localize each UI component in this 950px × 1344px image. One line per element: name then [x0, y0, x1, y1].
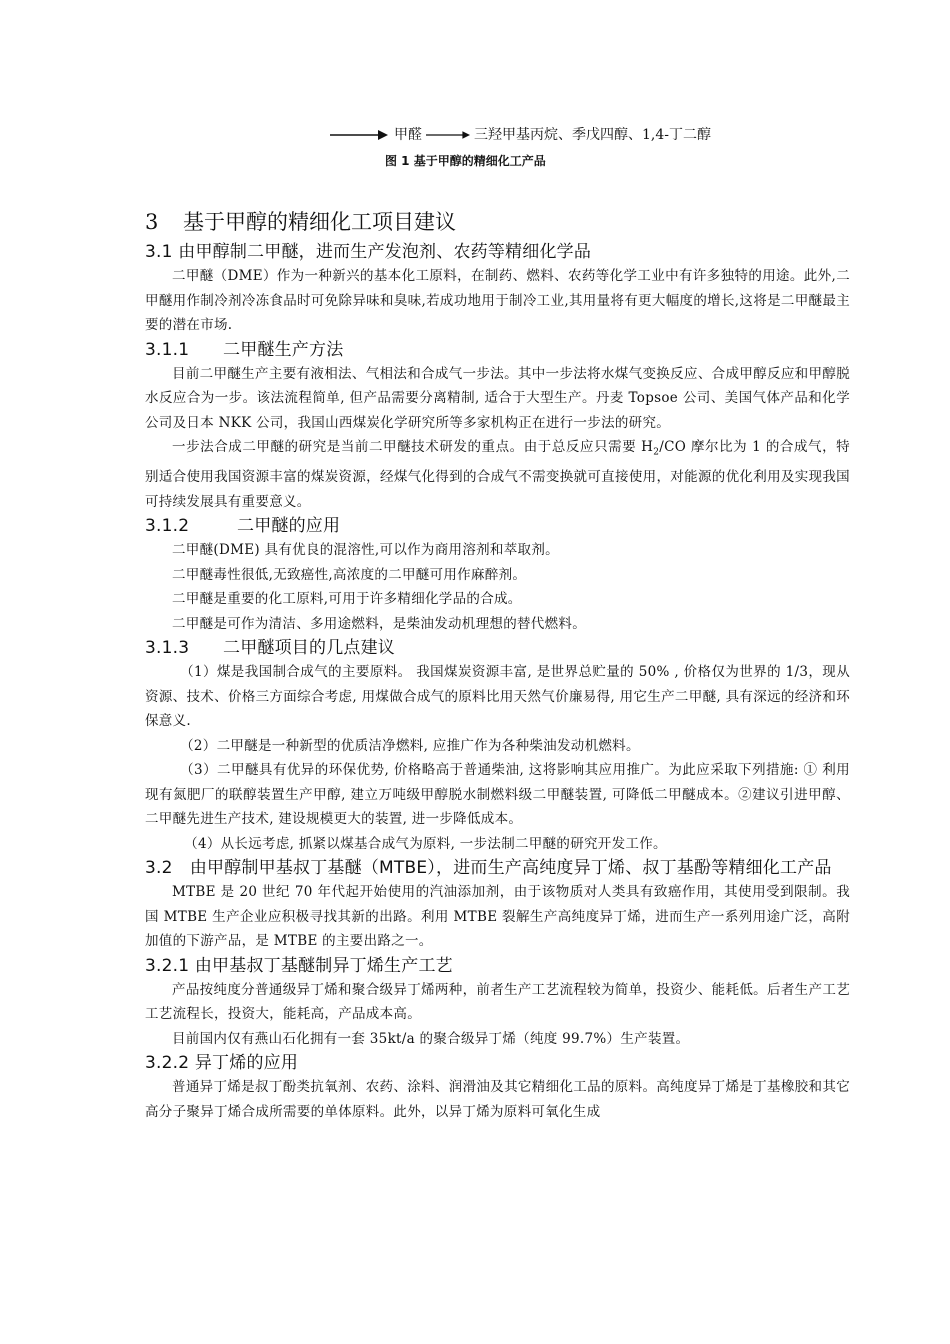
- flow-diagram: [330, 124, 770, 146]
- section-title: 二甲醚的应用: [237, 516, 341, 537]
- section-title: 二甲醚项目的几点建议: [223, 638, 395, 659]
- paragraph: 产品按纯度分普通级异丁烯和聚合级异丁烯两种，前者生产工艺流程较为简单，投资少、能耗低。后者生产工艺工艺流程长，投资大，能耗高，产品成本高。: [145, 981, 850, 1023]
- list-item: 二甲醚(DME) 具有优良的混溶性,可以作为商用溶剂和萃取剂。: [172, 542, 559, 559]
- main-content: [145, 204, 850, 1124]
- section-3-1-heading: 3.1 由甲醇制二甲醚，进而生产发泡剂、农药等精细化学品: [145, 242, 592, 262]
- paragraph-text: /CO 摩尔比为 1 的合成气，特别适合使用我国资源丰富的煤炭资源，经煤气化得到的合成气不需变换就可直接使用，对能源的优化利用及实现我国可持续发展具有重要意义。: [145, 439, 850, 510]
- section-3-2-heading: 3.2 由甲醇制甲基叔丁基醚（MTBE），进而生产高纯度异丁烯、叔丁基酚等精细化工产品: [145, 858, 832, 879]
- section-number: 3: [145, 210, 159, 234]
- paragraph: （3）二甲醚具有优异的环保优势, 价格略高于普通柴油, 这将影响其应用推广。为此应采取下列措施: ① 利用现有氮肥厂的联醇装置生产甲醇, 建立万吨级甲醇脱水制燃料级二甲醚装置, 可降低二甲醚成本。②建议引进甲醇、二甲醚先进生产技术, 建设规模更大的装置, 进一步降低成本。: [145, 762, 850, 828]
- arrow-icon: [426, 129, 470, 141]
- paragraph-text: 一步法合成二甲醚的研究是当前二甲醚技术研发的重点。由于总反应只需要 H: [172, 439, 654, 455]
- paragraph: 普通异丁烯是叔丁酚类抗氧剂、农药、涂料、润滑油及其它精细化工品的原料。高纯度异丁烯是丁基橡胶和其它高分子聚异丁烯合成所需要的单体原料。此外，以异丁烯为原料可氧化生成: [145, 1079, 850, 1120]
- section-3-1-3-heading: [145, 636, 850, 660]
- list-item: 二甲醚是重要的化工原料,可用于许多精细化学品的合成。: [172, 591, 522, 608]
- diagram-node-products: 三羟甲基丙烷、季戊四醇、1,4-丁二醇: [474, 127, 711, 143]
- paragraph: （4）从长远考虑, 抓紧以煤基合成气为原料, 一步法制二甲醚的研究开发工作。: [184, 835, 667, 852]
- list-item: 二甲醚是可作为清洁、多用途燃料，是柴油发动机理想的替代燃料。: [172, 615, 586, 632]
- section-3-1-1-heading: [145, 338, 850, 362]
- list-item: 二甲醚毒性很低,无致癌性,高浓度的二甲醚可用作麻醉剂。: [172, 566, 527, 583]
- section-number: 3.1.1: [145, 339, 190, 360]
- section-number: 3.1.2: [145, 516, 190, 537]
- arrow-icon: [330, 129, 388, 141]
- section-3-1-2-heading: [145, 514, 850, 538]
- section-title: 基于甲醇的精细化工项目建议: [183, 210, 456, 234]
- section-number: 3.1.3: [145, 638, 190, 659]
- figure-caption: 图 1 基于甲醇的精细化工产品: [385, 154, 546, 168]
- paragraph: （1）煤是我国制合成气的主要原料。 我国煤炭资源丰富, 是世界总贮量的 50% , 价格仅为世界的 1/3，现从资源、技术、价格三方面综合考虑, 用煤做合成气的原料比用天然气价廉易得, 用它生产二甲醚, 具有深远的经济和环保意义.: [145, 664, 850, 730]
- paragraph: 二甲醚（DME）作为一种新兴的基本化工原料，在制药、燃料、农药等化学工业中有许多独特的用途。此外,二甲醚用作制冷剂冷冻食品时可免除异味和臭味,若成功地用于制冷工业,其用量将有更大幅度的增长,这将是二甲醚最主要的潜在市场.: [145, 268, 850, 333]
- section-3-2-1-heading: 3.2.1 由甲基叔丁基醚制异丁烯生产工艺: [145, 955, 453, 976]
- section-3-heading: [145, 204, 850, 240]
- diagram-node-formaldehyde: 甲醛: [394, 127, 422, 143]
- paragraph: （2）二甲醚是一种新型的优质洁净燃料, 应推广作为各种柴油发动机燃料。: [180, 737, 640, 754]
- paragraph: MTBE 是 20 世纪 70 年代起开始使用的汽油添加剂，由于该物质对人类具有致癌作用，其使用受到限制。我国 MTBE 生产企业应积极寻找其新的出路。利用 MTBE 裂解生产高纯度异丁烯，进而生产一系列用途广泛，高附加值的下游产品，是 MTBE 的主要出路之一。: [145, 884, 850, 950]
- paragraph: 目前二甲醚生产主要有液相法、气相法和合成气一步法。其中一步法将水煤气变换反应、合成甲醇反应和甲醇脱水反应合为一步。该法流程简单, 但产品需要分离精制, 适合于大型生产。丹麦 Topsoe 公司、美国气体产品和化学公司及日本 NKK 公司，我国山西煤炭化学研究所等多家机构正在进行一步法的研究。: [145, 365, 850, 431]
- subscript: 2: [653, 447, 660, 458]
- paragraph: [145, 435, 850, 514]
- section-title: 二甲醚生产方法: [223, 339, 344, 360]
- paragraph: 目前国内仅有燕山石化拥有一套 35kt/a 的聚合级异丁烯（纯度 99.7%）生产装置。: [172, 1030, 690, 1047]
- section-3-2-2-heading: 3.2.2 异丁烯的应用: [145, 1053, 299, 1074]
